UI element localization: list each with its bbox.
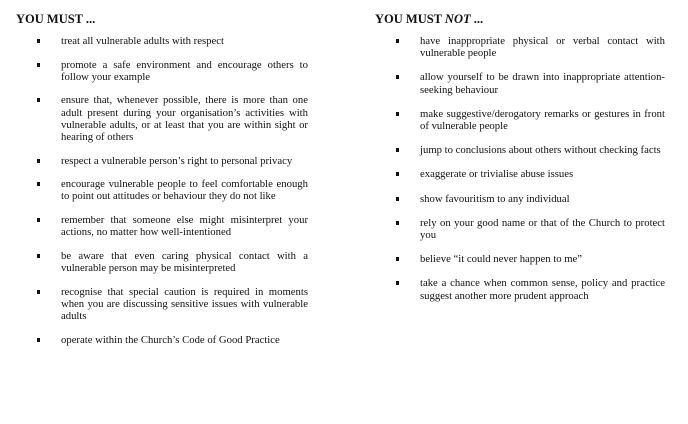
list-item [375,35,665,59]
list-item [375,168,665,180]
heading-suffix: ... [470,12,484,26]
you-must-heading: YOU MUST ... [16,12,96,26]
list-item-text: make suggestive/derogatory remarks or gestures in front of vulnerable people [420,107,665,133]
list-item [16,59,308,83]
list-item-text: believe “it could never happen to me” [420,253,583,266]
list-item-text: exaggerate or trivialise abuse issues [420,168,574,181]
list-item-text: show favouritism to any individual [420,192,570,205]
bullet-icon [396,257,399,261]
list-item [375,108,665,132]
list-item [16,178,308,202]
list-item-text: rely on your good name or that of the Church to protect you [420,216,665,242]
bullet-icon [396,197,399,201]
bullet-icon [37,338,40,342]
list-item-text: encourage vulnerable people to feel comfortable enough to point out attitudes or behaviour they do not like [61,178,308,203]
heading-prefix: YOU MUST [375,12,445,26]
list-item-text: allow yourself to be drawn into inappropriate attention-seeking behaviour [420,71,665,96]
bullet-icon [37,98,40,102]
list-item-text: jump to conclusions about others without checking facts [420,144,661,157]
list-item-text: remember that someone else might misinterpret your actions, no matter how well-intentioned [61,213,308,239]
list-item [375,253,665,265]
list-item [375,217,665,241]
list-item-text: ensure that, whenever possible, there is more than one adult present during your organisation’s activities with vulnerable adults, or at least that you are within sight or hearing of others [61,94,308,143]
list-item-text: recognise that special caution is required in moments when you are discussing sensitive issues with vulnerable adults [61,285,308,322]
you-must-list [16,35,308,346]
heading-emphasis: NOT [444,12,471,26]
bullet-icon [37,39,40,43]
bullet-icon [37,290,40,294]
list-item-text: operate within the Church’s Code of Good Practice [61,333,280,346]
list-item [375,193,665,205]
bullet-icon [37,63,40,67]
bullet-icon [396,172,399,176]
list-item [16,286,308,323]
list-item [16,334,308,346]
bullet-icon [396,281,399,285]
bullet-icon [396,112,399,116]
bullet-icon [37,159,40,163]
bullet-icon [37,182,40,186]
list-item [375,277,665,301]
you-must-not-column [375,12,665,314]
list-item [16,155,308,167]
bullet-icon [37,254,40,258]
list-item [375,144,665,156]
list-item-text: respect a vulnerable person’s right to personal privacy [61,154,293,167]
you-must-not-heading [375,12,665,27]
bullet-icon [37,218,40,222]
bullet-icon [396,148,399,152]
list-item [16,94,308,143]
list-item [375,71,665,95]
list-item-text: have inappropriate physical or verbal contact with vulnerable people [420,35,665,60]
you-must-column [16,12,308,357]
list-item [16,250,308,274]
bullet-icon [396,75,399,79]
bullet-icon [396,39,399,43]
list-item-text: promote a safe environment and encourage others to follow your example [61,58,308,83]
list-item-text: take a chance when common sense, policy and practice suggest another more prudent approach [420,277,665,302]
bullet-icon [396,221,399,225]
list-item-text: be aware that even caring physical contact with a vulnerable person may be misinterpreted [61,249,308,274]
list-item [16,214,308,238]
list-item-text: treat all vulnerable adults with respect [61,35,224,47]
list-item [16,35,308,47]
you-must-not-list [375,35,665,302]
